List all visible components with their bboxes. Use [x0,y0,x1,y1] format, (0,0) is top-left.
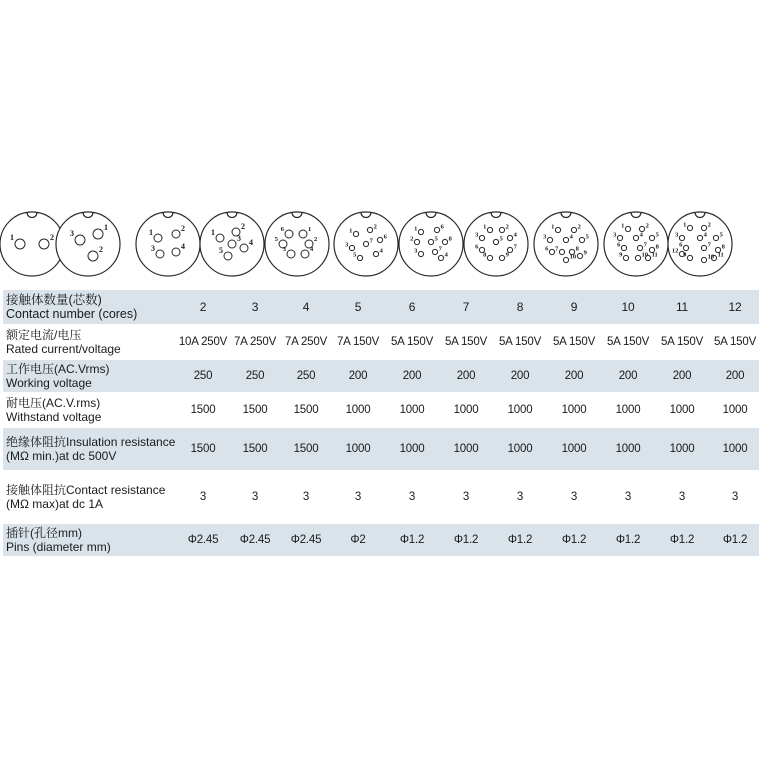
value-cell: 200 [618,370,638,382]
pin-number: 8 [655,243,659,251]
pin-number: 3 [151,244,155,253]
pin-number: 5 [274,236,278,243]
value-cell: 5A 150V [444,336,488,348]
value-cell: 3 [462,491,470,503]
connector-outline [399,212,463,276]
value-cell: 250 [245,370,265,382]
value-cell: 1000 [561,404,587,416]
pin-number: 2 [410,235,414,243]
pin-number: 2 [373,223,377,231]
pin-number: 2 [241,222,245,231]
pin-number: 1 [683,221,687,229]
row-label: 额定电流/电压 Rated current/voltage [6,327,121,356]
pin-number: 1 [483,223,487,231]
pin-number: 5 [585,233,589,241]
pin-number: 12 [671,247,679,255]
value-cell: 12 [728,300,742,314]
pin-number: 11 [717,251,724,259]
value-cell: 7A 150V [336,336,380,348]
pin-number: 3 [70,229,74,238]
pin-number: 4 [639,231,643,239]
value-cell: Φ1.2 [722,534,748,546]
connector-outline [464,212,528,276]
connector-6-cores [265,212,329,276]
value-cell: 200 [725,370,745,382]
pin-number: 7 [513,243,517,251]
value-cell: 1000 [345,404,371,416]
value-cell: 200 [510,370,530,382]
connector-2-cores [0,212,64,276]
value-cell: 3 [516,491,524,503]
pin-number: 2 [577,223,581,231]
row-rated-current-voltage [3,326,759,358]
value-cell: 7A 250V [284,336,328,348]
value-cell: 8 [516,300,524,314]
pin-number: 4 [379,247,383,255]
value-cell: 3 [731,491,739,503]
connector-outline [334,212,398,276]
value-cell: 3 [624,491,632,503]
row-label: 耐电压(AC.V.rms) Withstand voltage [6,395,102,424]
pin-number: 8 [721,243,725,251]
connector-3-cores [56,212,120,276]
pin-number: 8 [483,251,487,259]
connector-outline [265,212,329,276]
pin-number: 5 [499,235,503,243]
value-cell: 3 [408,491,416,503]
connector-outline [0,212,64,276]
pin-number: 7 [555,245,559,253]
value-cell: 6 [408,300,416,314]
connector-4-cores [136,212,200,276]
row-contact-number [3,290,759,324]
row-label: 接触体数量(芯数) Contact number (cores) [6,292,138,321]
value-cell: 1000 [345,443,371,455]
value-cell: 200 [672,370,692,382]
pin-number: 3 [675,231,679,239]
value-cell: 200 [564,370,584,382]
row-label: 插针(孔径mm) Pins (diameter mm) [6,525,111,554]
pin-number: 3 [543,233,547,241]
pin-number: 4 [513,231,517,239]
value-cell: 3 [251,300,259,314]
value-cell: 200 [402,370,422,382]
value-cell: 250 [296,370,316,382]
value-cell: 4 [302,300,310,314]
value-cell: Φ1.2 [669,534,695,546]
value-cell: 1000 [507,443,533,455]
value-cell: Φ2.45 [239,534,271,546]
value-cell: 1500 [190,443,216,455]
pin-number: 10 [641,251,649,259]
value-cell: 1500 [242,443,268,455]
pin-number: 4 [569,233,573,241]
pin-number: 7 [438,245,442,253]
value-cell: Φ1.2 [615,534,641,546]
value-cell: Φ2.45 [187,534,219,546]
pin-number: 1 [621,222,625,230]
row-insulation-resistance [3,428,759,470]
value-cell: 1500 [242,404,268,416]
connector-8-cores [399,212,463,276]
pin-number: 4 [310,246,314,253]
connector-7-cores [334,212,398,276]
value-cell: 1500 [190,404,216,416]
value-cell: 1000 [399,404,425,416]
row-contact-resistance [3,472,759,522]
value-cell: Φ1.2 [453,534,479,546]
value-cell: 1000 [561,443,587,455]
connector-outline [56,212,120,276]
row-pins-diameter [3,524,759,556]
pin-number: 8 [448,235,452,243]
value-cell: 5A 150V [390,336,434,348]
value-cell: 3 [199,491,207,503]
value-cell: Φ1.2 [507,534,533,546]
connector-12-cores [668,212,732,276]
value-cell: 2 [199,300,207,314]
row-label: 工作电压(AC.Vrms) Working voltage [6,361,110,390]
pin-number: 10 [569,253,577,261]
pin-number: 3 [345,241,349,249]
connector-pin-diagrams [0,203,759,285]
pin-number: 2 [181,224,185,233]
pin-number: 10 [707,253,715,261]
connector-outline [136,212,200,276]
value-cell: 1000 [669,404,695,416]
value-cell: 3 [302,491,310,503]
value-cell: Φ1.2 [561,534,587,546]
pin-number: 1 [308,226,312,233]
connector-outline [534,212,598,276]
value-cell: 5 [354,300,362,314]
value-cell: 5A 150V [498,336,542,348]
value-cell: Φ2.45 [290,534,322,546]
pin-number: 4 [703,231,707,239]
pin-number: 1 [149,228,153,237]
value-cell: 3 [251,491,259,503]
pin-number: 2 [314,236,318,243]
pin-number: 4 [444,251,448,259]
pin-number: 6 [440,223,444,231]
pin-number: 6 [545,245,549,253]
value-cell: 10 [621,300,635,314]
value-cell: 1000 [722,443,748,455]
value-cell: 200 [348,370,368,382]
pin-number: 5 [655,231,659,239]
pin-number: 1 [211,228,215,237]
connector-outline [200,212,264,276]
value-cell: 1000 [615,404,641,416]
value-cell: 7 [462,300,470,314]
pin-number: 9 [505,251,509,259]
pin-number: 6 [383,233,387,241]
pin-number: 6 [679,241,683,249]
pin-number: 7 [707,241,711,249]
row-withstand-voltage [3,394,759,426]
value-cell: 1000 [722,404,748,416]
pin-number: 5 [219,246,223,255]
pin-number: 7 [369,237,373,245]
value-cell: 5A 150V [606,336,650,348]
pin-number: 11 [651,251,658,259]
pin-number: 9 [683,251,687,259]
pin-number: 1 [104,223,108,232]
value-cell: 10A 250V [178,336,228,348]
value-cell: 1000 [669,443,695,455]
value-cell: 200 [456,370,476,382]
connector-faces [0,203,759,285]
value-cell: Φ2 [350,534,366,546]
value-cell: 1500 [293,404,319,416]
value-cell: 7A 250V [233,336,277,348]
pin-number: 3 [613,231,617,239]
pin-number: 3 [414,247,418,255]
value-cell: 1500 [293,443,319,455]
pin-number: 5 [719,231,723,239]
pin-number: 6 [280,226,284,233]
value-cell: 3 [570,491,578,503]
pin-number: 2 [99,245,103,254]
value-cell: 1000 [399,443,425,455]
pin-number: 9 [583,249,587,257]
pin-number: 3 [237,234,241,243]
pin-number: 9 [619,251,623,259]
pin-number: 5 [434,235,438,243]
value-cell: 3 [354,491,362,503]
connector-11-cores [604,212,668,276]
value-cell: 250 [193,370,213,382]
pin-number: 6 [617,241,621,249]
value-cell: Φ1.2 [399,534,425,546]
connector-9-cores [464,212,528,276]
pin-number: 2 [505,223,509,231]
pin-number: 1 [551,223,555,231]
row-label: 接触体阻抗Contact resistance (MΩ max)at dc 1A [6,482,166,511]
value-cell: 5A 150V [552,336,596,348]
row-label: 绝缘体阻抗Insulation resistance (MΩ min.)at dc 500V [6,434,176,463]
pin-number: 1 [349,227,353,235]
pin-number: 4 [181,242,185,251]
row-working-voltage [3,360,759,392]
pin-number: 3 [282,246,286,253]
pin-number: 8 [575,245,579,253]
value-cell: 11 [675,300,689,314]
value-cell: 5A 150V [660,336,704,348]
value-cell: 1000 [615,443,641,455]
value-cell: 1000 [507,404,533,416]
pin-number: 2 [707,221,711,229]
pin-number: 6 [475,243,479,251]
pin-number: 4 [249,238,253,247]
pin-number: 1 [414,225,418,233]
pin-number: 3 [475,231,479,239]
pin-number: 7 [643,241,647,249]
pin-number: 2 [645,222,649,230]
value-cell: 1000 [453,443,479,455]
value-cell: 5A 150V [713,336,757,348]
connector-5-cores [200,212,264,276]
pin-number: 5 [353,251,357,259]
value-cell: 9 [570,300,578,314]
value-cell: 1000 [453,404,479,416]
pin-number: 2 [50,233,54,242]
connector-10-cores [534,212,598,276]
pin-number: 1 [10,233,14,242]
value-cell: 3 [678,491,686,503]
